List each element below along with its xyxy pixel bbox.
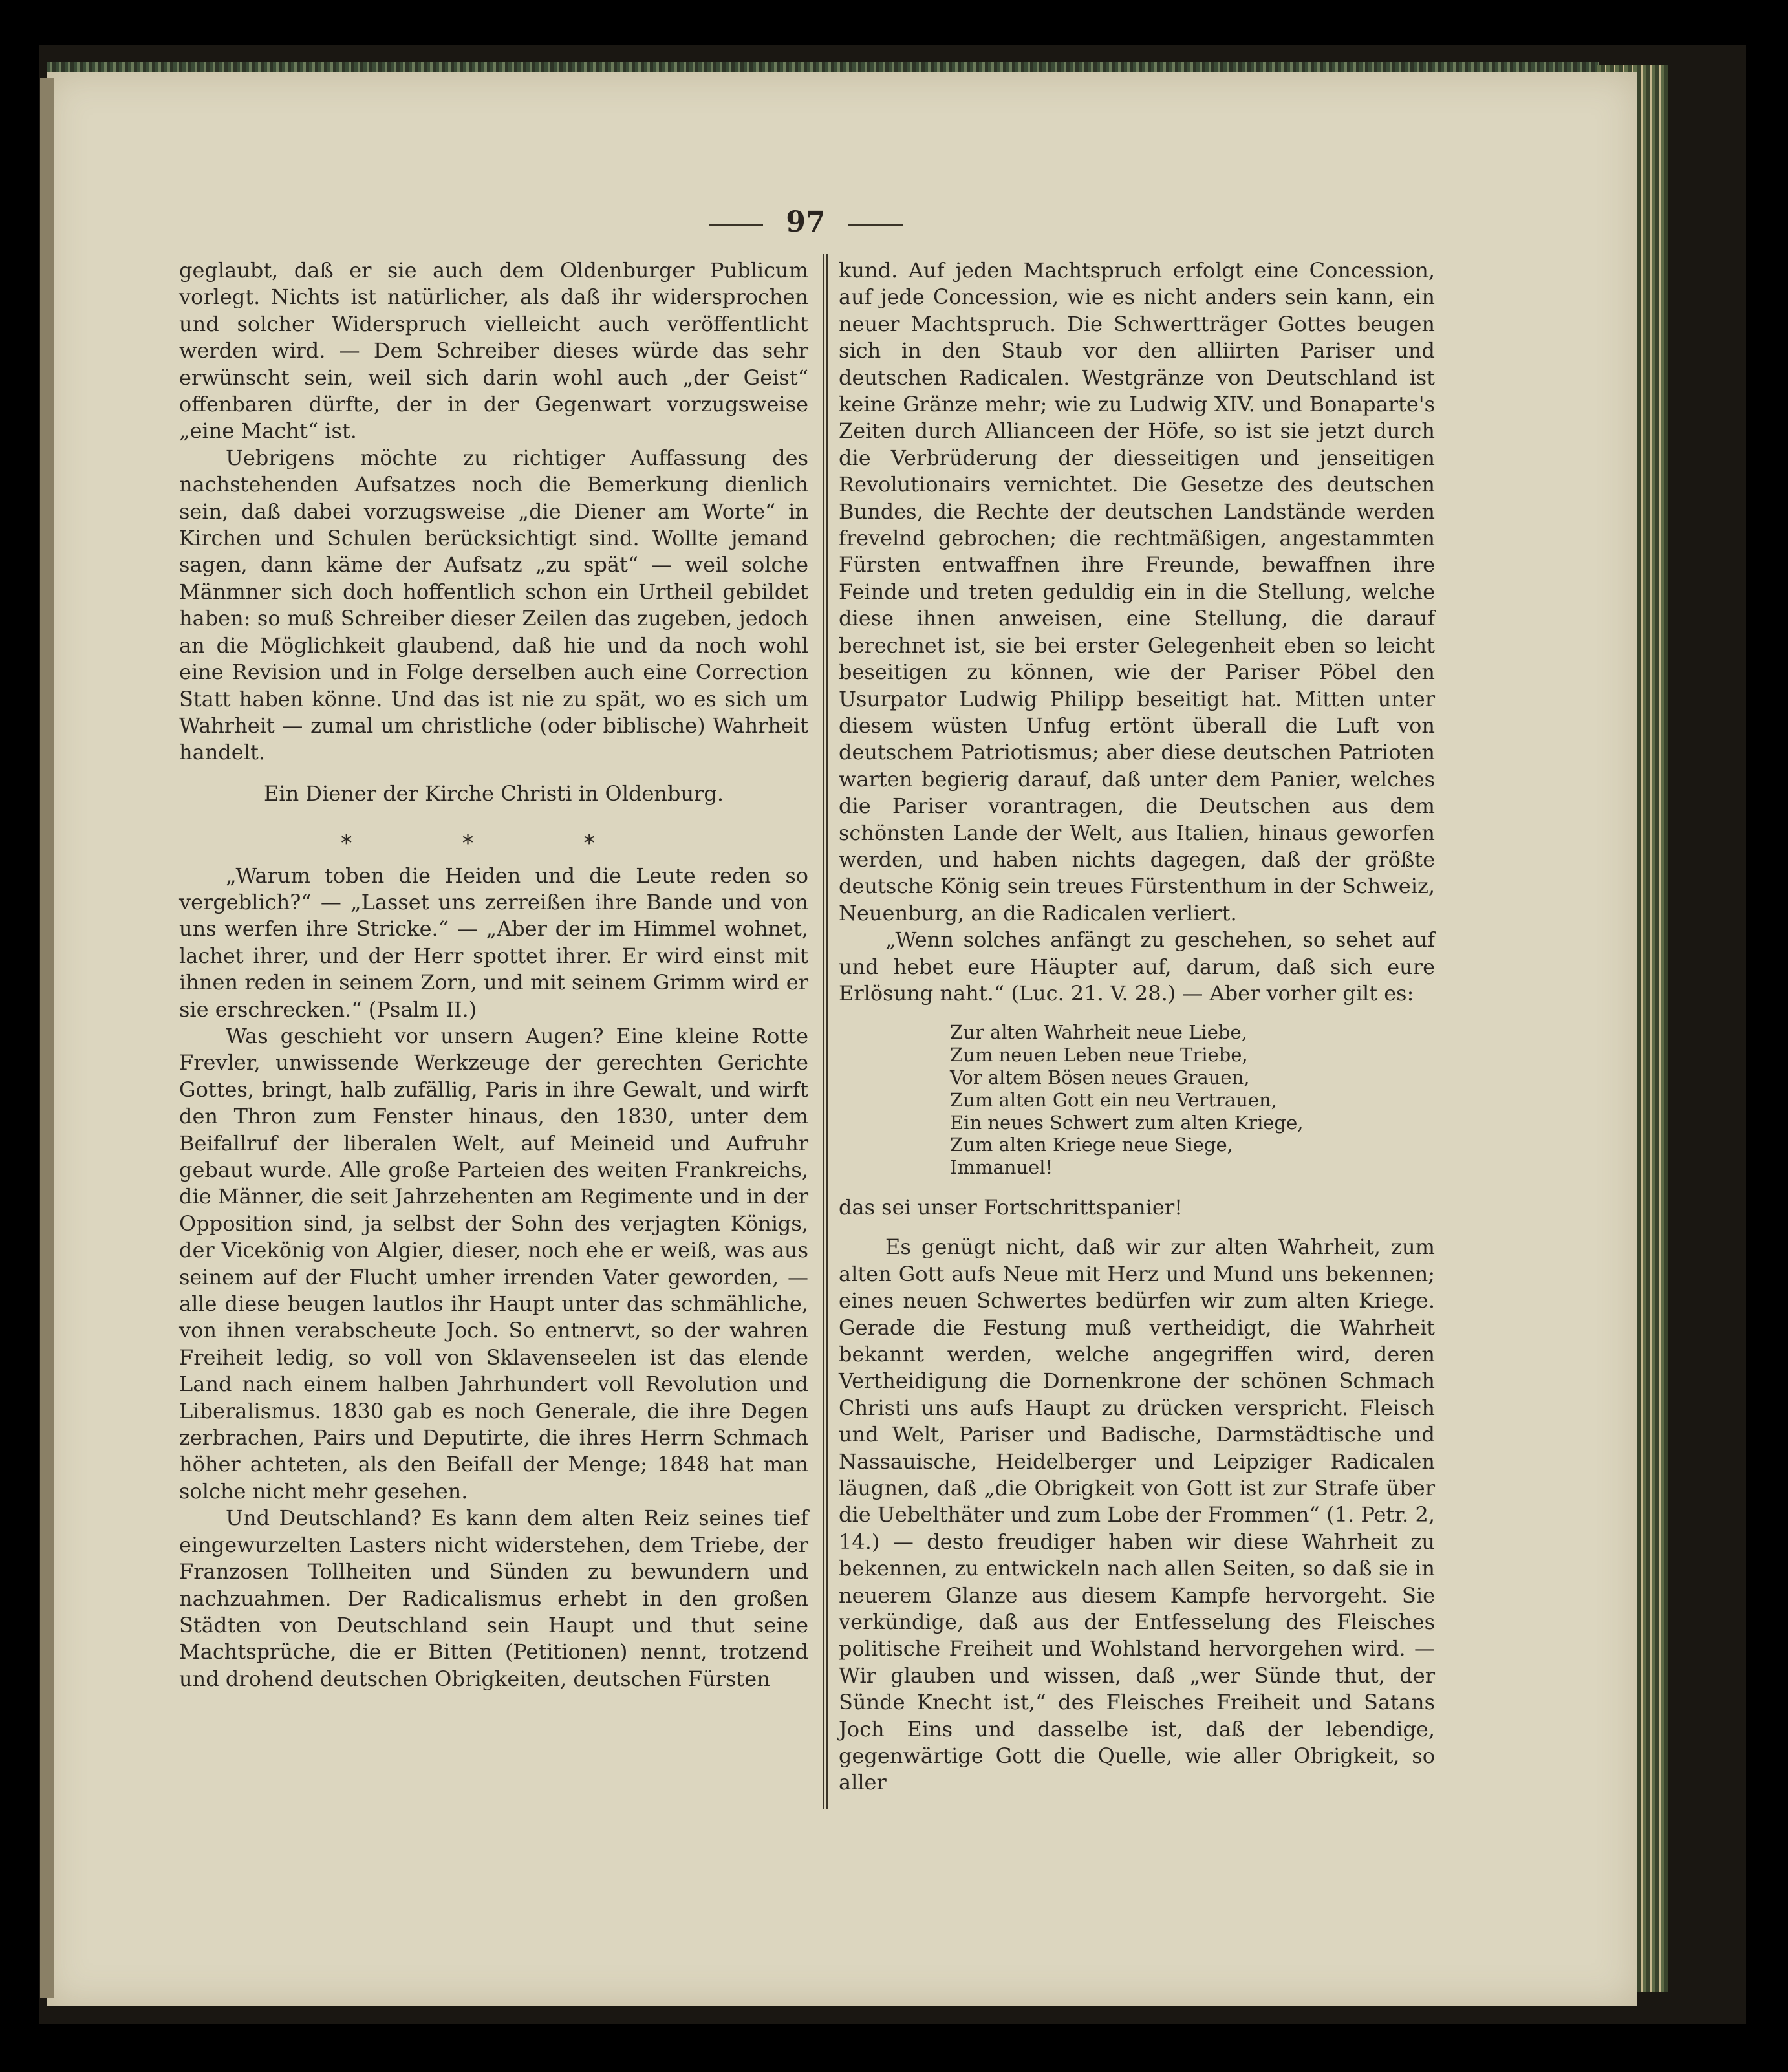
paragraph: kund. Auf jeden Machtspruch erfolgt eine Concession, auf jede Concession, wie es nicht anders sein kann, ein neuer Machtspruch. Die Schwertträger Gottes beugen sich in den Staub vor den alliirten Pariser und deutschen Radicalen. Westgränze von Deutschland ist keine Gränze mehr; wie zu Ludwig XIV. und Bonaparte's Zeiten durch Allianceen der Höfe, so ist sie jetzt durch die Verbrüderung der diesseitigen und jenseitigen Revolutionairs vernichtet. Die Gesetze des deutschen Bundes, die Rechte der deutschen Landstände werden frevelnd gebrochen; die rechtmäßigen, angestammten Fürsten entwaffnen ihre Freunde, bewaffnen ihre Feinde und treten geduldig ein in die Stellung, welche diese ihnen anweisen, eine Stellung, die darauf berechnet ist, sie bei erster Gelegenheit eben so leicht beseitigen zu können, wie der Pariser Pöbel den Usurpator Ludwig Philipp beseitigt hat. Mitten unter diesem wüsten Unfug ertönt überall die Luft von deutschem Patriotismus; aber diese deutschen Patrioten warten begierig darauf, daß unter dem Panier, welches die Pariser vorantragen, die Deutschen aus dem schönsten Lande der Welt, aus Italien, hinaus geworfen werden, und haben nichts dagegen, daß der größte deutsche König sein treues Fürstenthum in der Schweiz, Neuenburg, an die Radicalen verliert. xyxy=(839,258,1435,925)
paragraph: Und Deutschland? Es kann dem alten Reiz seines tief eingewurzelten Lasters nicht widerstehen, dem Triebe, der Franzosen Tollheiten und Sünden zu bewundern und nachzuahmen. Der Radicalismus erhebt in den großen Städten von Deutschland sein Haupt und thut seine Machtsprüche, die er Bitten (Petitionen) nennt, trotzend und drohend deutschen Obrigkeiten, deutschen Fürsten xyxy=(179,1505,808,1691)
poem xyxy=(950,1021,1435,1179)
page-header xyxy=(709,206,903,242)
paragraph: „Wenn solches anfängt zu geschehen, so sehet auf und hebet eure Häupter auf, darum, daß sich eure Erlösung naht.“ (Luc. 21. V. 28.) — Aber vorher gilt es: xyxy=(839,927,1435,1006)
signature: Ein Diener der Kirche Christi in Oldenburg. xyxy=(263,781,724,806)
paragraph: Was geschieht vor unsern Augen? Eine kleine Rotte Frevler, unwissende Werkzeuge der gerechten Gerichte Gottes, bringt, halb zufällig, Paris in ihre Gewalt, und wirft den Thron zum Fenster hinaus, den 1830, unter dem Beifallruf der liberalen Welt, auf Meineid und Aufruhr gebaut wurde. Alle große Parteien des weiten Frankreichs, die Männer, die seit Jahrzehenten am Regimente und in der Opposition sind, ja selbst der Sohn des verjagten Königs, der Vicekönig von Algier, dieser, noch ehe er weiß, was aus seinem auf der Flucht umher irrenden Vater geworden, — alle diese beugen lautlos ihr Haupt unter das schmähliche, von ihnen verabscheute Joch. So entnervt, so der wahren Freiheit ledig, so voll von Sklavenseelen ist das elende Land nach einem halben Jahrhundert voll Revolution und Liberalismus. 1830 gab es noch Generale, die ihre Degen zerbrachen, Pairs und Deputirte, die ihres Herrn Schmach höher achteten, als den Beifall der Menge; 1848 hat man solche nicht mehr gesehen. xyxy=(179,1023,808,1504)
column-divider xyxy=(823,254,828,1809)
closing-line: das sei unser Fortschrittspanier! xyxy=(839,1194,1183,1220)
facing-page-edge xyxy=(40,78,54,1998)
paragraph: „Warum toben die Heiden und die Leute reden so vergeblich?“ — „Lasset uns zerreißen ihre Bande und von uns werfen ihre Stricke.“ — „Aber der im Himmel wohnet, lachet ihrer, und der Herr spottet ihrer. Er wird einst mit ihnen reden in seinem Zorn, und mit seinem Grimm wird er sie erschrecken.“ (Psalm II.) xyxy=(179,863,808,1022)
section-divider: * * * xyxy=(341,830,647,857)
paragraph: geglaubt, daß er sie auch dem Oldenburger Publicum vorlegt. Nichts ist natürlicher, als daß ihr widersprochen und solcher Widerspruch vielleicht auch veröffentlicht werden wird. — Dem Schreiber dieses würde das sehr erwünscht sein, weil sich darin wohl auch „der Geist“ offenbaren dürfte, der in der Gegenwart vorzugsweise „eine Macht“ ist. xyxy=(179,258,808,444)
right-column xyxy=(839,257,1435,1797)
poem-line: Immanuel! xyxy=(950,1156,1053,1179)
poem-line: Zum alten Kriege neue Siege, xyxy=(950,1134,1233,1156)
paragraph: Es genügt nicht, daß wir zur alten Wahrheit, zum alten Gott aufs Neue mit Herz und Mund uns bekennen; eines neuen Schwertes bedürfen wir zum alten Kriege. Gerade die Festung muß vertheidigt, die Wahrheit bekannt werden, welche angegriffen wird, deren Vertheidigung die Dornenkrone der schönen Schmach Christi uns aufs Haupt zu drücken verspricht. Fleisch und Welt, Pariser und Badische, Darmstädtische und Nassauische, Heidelberger und Leipziger Radicalen läugnen, daß „die Obrigkeit von Gott ist zur Strafe über die Uebelthäter und zum Lobe der Frommen“ (1. Petr. 2, 14.) — desto freudiger haben wir diese Wahrheit zu bekennen, zu entwickeln nach allen Seiten, so daß sie in neuerem Glanze aus diesem Kampfe hervorgeht. Sie verkündige, daß aus der Entfesselung des Fleisches politische Freiheit und Wohlstand hervorgehen wird. — Wir glauben und wissen, daß „wer Sünde thut, der Sünde Knecht ist,“ des Fleisches Freiheit und Satans Joch Eins und dasselbe ist, daß der lebendige, gegenwärtige Gott die Quelle, wie aller Obrigkeit, so aller xyxy=(839,1235,1435,1795)
left-column xyxy=(179,257,808,1692)
poem-line: Zur alten Wahrheit neue Liebe, xyxy=(950,1021,1247,1044)
header-rule-right xyxy=(848,224,903,226)
poem-line: Ein neues Schwert zum alten Kriege, xyxy=(950,1111,1304,1134)
poem-line: Vor altem Bösen neues Grauen, xyxy=(950,1066,1250,1088)
paragraph: Uebrigens möchte zu richtiger Auffassung des nachstehenden Aufsatzes noch die Bemerkung dienlich sein, daß dabei vorzugsweise „die Diener am Worte“ in Kirchen und Schulen berücksichtigt sind. Wollte jemand sagen, dann käme der Aufsatz „zu spät“ — weil solche Mänmner sich doch hoffentlich schon ein Urtheil gebildet haben: so muß Schreiber dieser Zeilen das zugeben, jedoch an die Möglichkeit glaubend, daß hie und da noch wohl eine Revision und in Folge derselben auch eine Correction Statt haben könne. Und das ist nie zu spät, wo es sich um Wahrheit — zumal um christliche (oder biblische) Wahrheit handelt. xyxy=(179,445,808,765)
poem-line: Zum neuen Leben neue Triebe, xyxy=(950,1044,1248,1066)
page-number: 97 xyxy=(786,206,826,239)
poem-line: Zum alten Gott ein neu Vertrauen, xyxy=(950,1088,1277,1111)
